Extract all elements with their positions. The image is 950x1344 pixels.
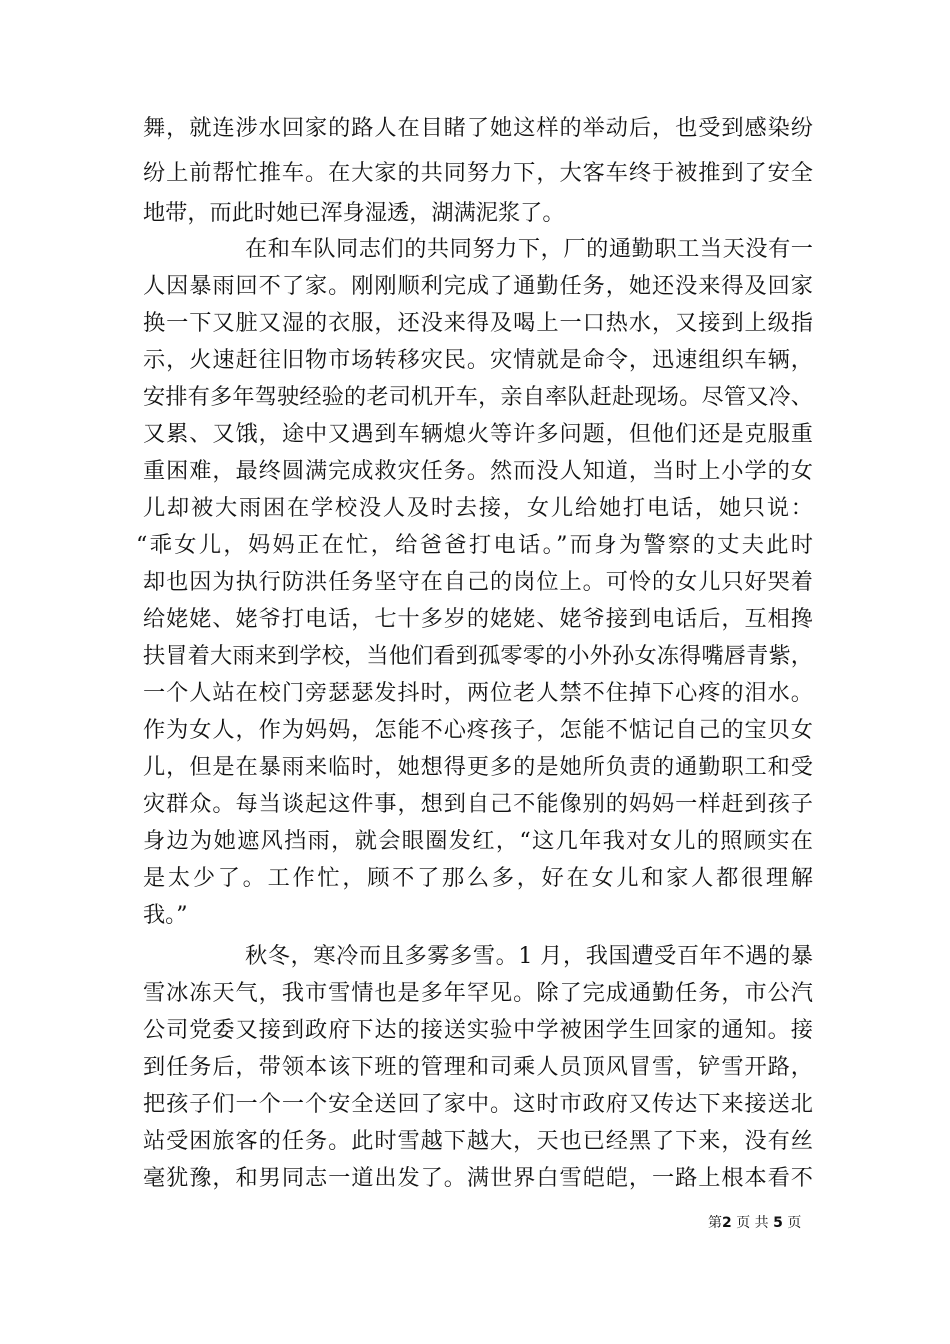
text-line: 人因暴雨回不了家。刚刚顺利完成了通勤任务，她还没来得及回家 (143, 273, 813, 299)
text-line: 示，火速赶往旧物市场转移灾民。灾情就是命令，迅速组织车辆， (143, 347, 813, 373)
text-line: 舞，就连涉水回家的路人在目睹了她这样的举动后，也受到感染纷 (143, 115, 813, 141)
text-line: 在和车队同志们的共同努力下，厂的通勤职工当天没有一 (245, 236, 813, 262)
text-line: 身边为她遮风挡雨，就会眼圈发红，“这几年我对女儿的照顾实在 (143, 828, 813, 854)
text-line: 我。” (143, 902, 188, 928)
page-label: 第 (708, 1215, 722, 1231)
text-line: 毫犹豫，和男同志一道出发了。满世界白雪皑皑，一路上根本看不 (143, 1165, 813, 1191)
text-line: 雪冰冻天气，我市雪情也是多年罕见。除了完成通勤任务，市公汽 (143, 980, 813, 1006)
total-pages-number: 5 (773, 1215, 783, 1231)
current-page-number: 2 (722, 1215, 732, 1231)
page-number (708, 1213, 801, 1233)
text-line: 站受困旅客的任务。此时雪越下越大，天也已经黑了下来，没有丝 (143, 1128, 813, 1154)
text-line: 给姥姥、姥爷打电话，七十多岁的姥姥、姥爷接到电话后，互相搀 (143, 606, 813, 632)
text-line: 却也因为执行防洪任务坚守在自己的岗位上。可怜的女儿只好哭着 (143, 569, 813, 595)
text-line: 地带，而此时她已浑身湿透，湖满泥浆了。 (143, 200, 565, 226)
text-line: 儿，但是在暴雨来临时，她想得更多的是她所负责的通勤职工和受 (143, 754, 813, 780)
text-line: 秋冬，寒冷而且多雾多雪。1 月，我国遭受百年不遇的暴 (245, 943, 813, 969)
text-line: 扶冒着大雨来到学校，当他们看到孤零零的小外孙女冻得嘴唇青紫， (143, 643, 813, 669)
text-line: 安排有多年驾驶经验的老司机开车，亲自率队赶赴现场。尽管又冷、 (143, 384, 813, 410)
text-line: 把孩子们一个一个安全送回了家中。这时市政府又传达下来接送北 (143, 1091, 813, 1117)
page-label: 页 共 (736, 1215, 769, 1231)
text-line: 到任务后，带领本该下班的管理和司乘人员顶风冒雪，铲雪开路， (143, 1054, 813, 1080)
text-line: 一个人站在校门旁瑟瑟发抖时，两位老人禁不住掉下心疼的泪水。 (143, 680, 813, 706)
page-label: 页 (787, 1215, 802, 1231)
text-line: 作为女人，作为妈妈，怎能不心疼孩子，怎能不惦记自己的宝贝女 (143, 717, 813, 743)
text-line: 又累、又饿，途中又遇到车辆熄火等许多问题，但他们还是克服重 (143, 421, 813, 447)
text-line: 是太少了。工作忙，顾不了那么多，好在女儿和家人都很理解 (143, 865, 813, 891)
text-line: 公司党委又接到政府下达的接送实验中学被困学生回家的通知。接 (143, 1017, 813, 1043)
text-line: “乖女儿，妈妈正在忙，给爸爸打电话。”而身为警察的丈夫此时 (136, 532, 813, 558)
text-line: 换一下又脏又湿的衣服，还没来得及喝上一口热水，又接到上级指 (143, 310, 813, 336)
text-line: 重困难，最终圆满完成救灾任务。然而没人知道，当时上小学的女 (143, 458, 813, 484)
text-line: 纷上前帮忙推车。在大家的共同努力下，大客车终于被推到了安全 (143, 160, 813, 186)
text-line: 灾群众。每当谈起这件事，想到自己不能像别的妈妈一样赶到孩子 (143, 791, 813, 817)
text-line: 儿却被大雨困在学校没人及时去接，女儿给她打电话，她只说： (143, 495, 813, 521)
